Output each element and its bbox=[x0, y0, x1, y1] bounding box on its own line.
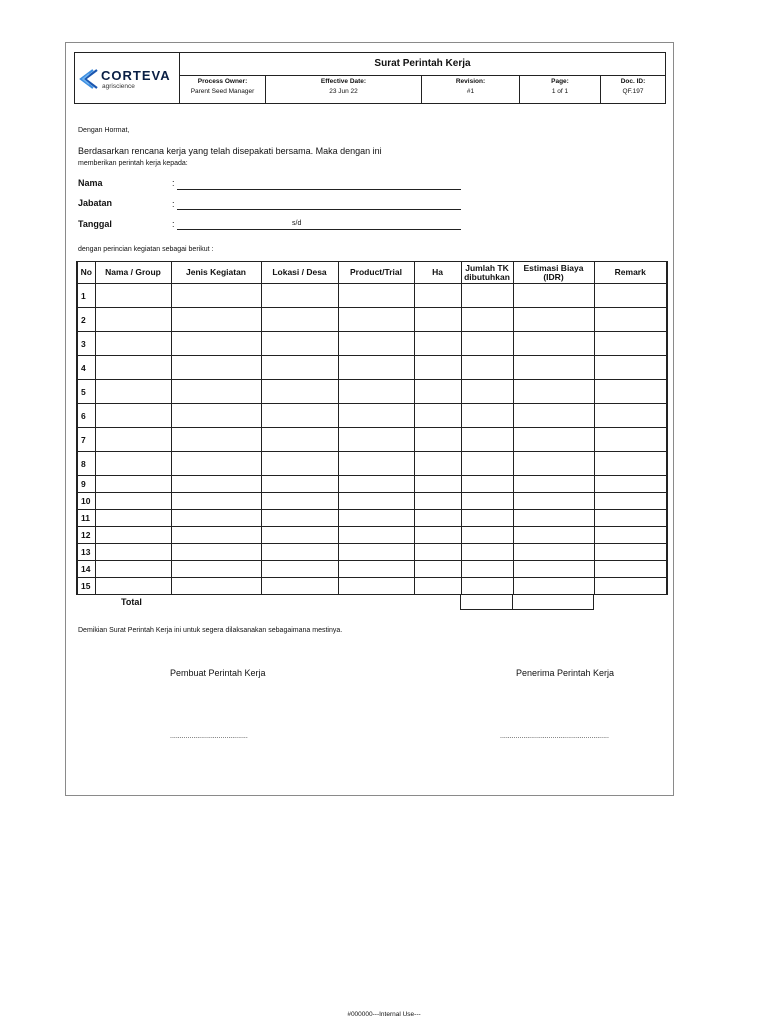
table-cell[interactable] bbox=[95, 527, 171, 544]
table-cell[interactable] bbox=[594, 510, 667, 527]
intro-line-2: memberikan perintah kerja kepada: bbox=[78, 160, 188, 167]
table-cell[interactable] bbox=[338, 544, 414, 561]
page-value: 1 of 1 bbox=[551, 88, 569, 95]
table-cell[interactable] bbox=[171, 380, 261, 404]
table-cell[interactable] bbox=[594, 493, 667, 510]
recipient-signature-line[interactable]: ........................................................ bbox=[500, 733, 609, 740]
table-row bbox=[77, 332, 667, 356]
table-cell[interactable] bbox=[414, 332, 461, 356]
table-cell[interactable] bbox=[461, 527, 513, 544]
row-number: 4 bbox=[77, 356, 95, 380]
table-row bbox=[77, 452, 667, 476]
table-header-row bbox=[77, 262, 667, 284]
table-cell[interactable] bbox=[461, 510, 513, 527]
table-cell[interactable] bbox=[461, 452, 513, 476]
table-cell[interactable] bbox=[414, 493, 461, 510]
table-cell[interactable] bbox=[338, 561, 414, 578]
revision-cell bbox=[422, 75, 520, 103]
table-cell[interactable] bbox=[261, 284, 338, 308]
nama-colon: : bbox=[172, 178, 175, 188]
table-cell[interactable] bbox=[513, 404, 594, 428]
table-cell[interactable] bbox=[95, 561, 171, 578]
table-cell[interactable] bbox=[594, 404, 667, 428]
table-cell[interactable] bbox=[338, 493, 414, 510]
table-cell[interactable] bbox=[594, 308, 667, 332]
page-label: Page: bbox=[551, 78, 569, 85]
document-header bbox=[74, 52, 666, 104]
table-cell[interactable] bbox=[171, 284, 261, 308]
logo-subtitle: agriscience bbox=[102, 83, 135, 90]
table-cell[interactable] bbox=[461, 404, 513, 428]
doc-id-cell bbox=[601, 75, 665, 103]
table-cell[interactable] bbox=[414, 452, 461, 476]
table-cell[interactable] bbox=[261, 510, 338, 527]
table-cell[interactable] bbox=[513, 561, 594, 578]
detail-intro: dengan perincian kegiatan sebagai berikut : bbox=[78, 246, 214, 253]
row-number: 5 bbox=[77, 380, 95, 404]
row-number: 15 bbox=[77, 578, 95, 595]
table-cell[interactable] bbox=[338, 380, 414, 404]
document-title: Surat Perintah Kerja bbox=[180, 53, 665, 76]
table-cell[interactable] bbox=[95, 510, 171, 527]
table-cell[interactable] bbox=[261, 493, 338, 510]
logo-wordmark: CORTEVA bbox=[101, 68, 171, 83]
table-cell[interactable] bbox=[461, 356, 513, 380]
table-cell[interactable] bbox=[461, 544, 513, 561]
table-cell[interactable] bbox=[594, 476, 667, 493]
table-cell[interactable] bbox=[261, 428, 338, 452]
table-cell[interactable] bbox=[414, 428, 461, 452]
doc-id-label: Doc. ID: bbox=[620, 78, 646, 85]
table-cell[interactable] bbox=[513, 380, 594, 404]
classification-footer: #000000---Internal Use--- bbox=[347, 1011, 421, 1018]
table-cell[interactable] bbox=[513, 476, 594, 493]
col-estimasi-biaya: Estimasi Biaya (IDR) bbox=[513, 262, 594, 284]
table-cell[interactable] bbox=[95, 578, 171, 595]
effective-date-label: Effective Date: bbox=[320, 78, 367, 85]
effective-date-cell bbox=[266, 75, 422, 103]
row-number: 14 bbox=[77, 561, 95, 578]
row-number: 6 bbox=[77, 404, 95, 428]
table-row bbox=[77, 493, 667, 510]
table-cell[interactable] bbox=[594, 284, 667, 308]
table-cell[interactable] bbox=[594, 332, 667, 356]
table-cell[interactable] bbox=[414, 510, 461, 527]
table-cell[interactable] bbox=[261, 476, 338, 493]
table-cell[interactable] bbox=[171, 510, 261, 527]
table-cell[interactable] bbox=[513, 544, 594, 561]
table-cell[interactable] bbox=[261, 544, 338, 561]
table-cell[interactable] bbox=[338, 284, 414, 308]
total-estimasi-biaya-cell[interactable] bbox=[512, 595, 594, 610]
intro-line-1: Berdasarkan rencana kerja yang telah disepakati bersama. Maka dengan ini bbox=[78, 146, 382, 156]
col-nama-group: Nama / Group bbox=[95, 262, 171, 284]
table-cell[interactable] bbox=[414, 380, 461, 404]
table-cell[interactable] bbox=[95, 452, 171, 476]
table-cell[interactable] bbox=[95, 428, 171, 452]
table-row bbox=[77, 380, 667, 404]
document-page bbox=[65, 42, 674, 796]
col-no: No bbox=[77, 262, 95, 284]
table-cell[interactable] bbox=[95, 476, 171, 493]
table-cell[interactable] bbox=[414, 404, 461, 428]
tanggal-label: Tanggal bbox=[78, 219, 112, 229]
table-cell[interactable] bbox=[513, 578, 594, 595]
table-cell[interactable] bbox=[171, 332, 261, 356]
col-ha: Ha bbox=[414, 262, 461, 284]
table-cell[interactable] bbox=[261, 452, 338, 476]
row-number: 2 bbox=[77, 308, 95, 332]
closing-statement: Demikian Surat Perintah Kerja ini untuk segera dilaksanakan sebagaimana mestinya. bbox=[78, 627, 343, 634]
table-row bbox=[77, 356, 667, 380]
table-cell[interactable] bbox=[261, 404, 338, 428]
company-logo bbox=[75, 53, 180, 103]
table-row bbox=[77, 404, 667, 428]
process-owner-label: Process Owner: bbox=[197, 78, 248, 85]
table-cell[interactable] bbox=[461, 493, 513, 510]
table-cell[interactable] bbox=[171, 578, 261, 595]
col-jumlah-tk: Jumlah TK dibutuhkan bbox=[461, 262, 513, 284]
table-row bbox=[77, 308, 667, 332]
table-cell[interactable] bbox=[414, 308, 461, 332]
col-product-trial: Product/Trial bbox=[338, 262, 414, 284]
jabatan-label: Jabatan bbox=[78, 198, 113, 208]
table-cell[interactable] bbox=[338, 510, 414, 527]
tanggal-colon: : bbox=[172, 219, 175, 229]
row-number: 1 bbox=[77, 284, 95, 308]
table-cell[interactable] bbox=[461, 578, 513, 595]
table-cell[interactable] bbox=[338, 356, 414, 380]
table-cell[interactable] bbox=[171, 308, 261, 332]
recipient-signature-label: Penerima Perintah Kerja bbox=[516, 668, 615, 678]
table-cell[interactable] bbox=[513, 510, 594, 527]
table-cell[interactable] bbox=[461, 428, 513, 452]
jabatan-colon: : bbox=[172, 199, 175, 209]
row-number: 11 bbox=[77, 510, 95, 527]
table-cell[interactable] bbox=[261, 561, 338, 578]
table-cell[interactable] bbox=[594, 578, 667, 595]
col-lokasi-desa: Lokasi / Desa bbox=[261, 262, 338, 284]
row-number: 10 bbox=[77, 493, 95, 510]
table-cell[interactable] bbox=[513, 308, 594, 332]
table-cell[interactable] bbox=[461, 308, 513, 332]
table-cell[interactable] bbox=[338, 476, 414, 493]
table-cell[interactable] bbox=[171, 356, 261, 380]
table-cell[interactable] bbox=[95, 356, 171, 380]
table-cell[interactable] bbox=[513, 332, 594, 356]
revision-label: Revision: bbox=[455, 78, 486, 85]
page-cell bbox=[520, 75, 601, 103]
row-number: 12 bbox=[77, 527, 95, 544]
table-cell[interactable] bbox=[171, 493, 261, 510]
table-row bbox=[77, 476, 667, 493]
table-cell[interactable] bbox=[461, 561, 513, 578]
table-cell[interactable] bbox=[338, 332, 414, 356]
table-cell[interactable] bbox=[338, 578, 414, 595]
table-cell[interactable] bbox=[513, 527, 594, 544]
table-cell[interactable] bbox=[171, 452, 261, 476]
table-cell[interactable] bbox=[171, 561, 261, 578]
row-number: 13 bbox=[77, 544, 95, 561]
issuer-signature-label: Pembuat Perintah Kerja bbox=[170, 668, 266, 678]
table-cell[interactable] bbox=[414, 284, 461, 308]
table-row bbox=[77, 578, 667, 595]
table-cell[interactable] bbox=[261, 578, 338, 595]
table-cell[interactable] bbox=[171, 527, 261, 544]
table-cell[interactable] bbox=[261, 527, 338, 544]
table-cell[interactable] bbox=[95, 493, 171, 510]
table-cell[interactable] bbox=[414, 527, 461, 544]
table-cell[interactable] bbox=[414, 578, 461, 595]
table-cell[interactable] bbox=[414, 561, 461, 578]
table-row bbox=[77, 510, 667, 527]
table-cell[interactable] bbox=[414, 544, 461, 561]
header-meta-row bbox=[180, 75, 665, 103]
activity-table bbox=[76, 261, 668, 595]
col-remark: Remark bbox=[594, 262, 667, 284]
table-cell[interactable] bbox=[95, 332, 171, 356]
table-cell[interactable] bbox=[513, 428, 594, 452]
table-cell[interactable] bbox=[338, 527, 414, 544]
revision-value: #1 bbox=[466, 88, 475, 95]
table-cell[interactable] bbox=[95, 308, 171, 332]
table-cell[interactable] bbox=[461, 332, 513, 356]
table-cell[interactable] bbox=[414, 476, 461, 493]
table-cell[interactable] bbox=[594, 356, 667, 380]
table-cell[interactable] bbox=[95, 284, 171, 308]
table-row bbox=[77, 527, 667, 544]
table-cell[interactable] bbox=[513, 284, 594, 308]
table-row bbox=[77, 561, 667, 578]
row-number: 3 bbox=[77, 332, 95, 356]
table-cell[interactable] bbox=[95, 544, 171, 561]
table-cell[interactable] bbox=[594, 561, 667, 578]
tanggal-range-separator: s/d bbox=[292, 220, 302, 227]
table-cell[interactable] bbox=[171, 428, 261, 452]
row-number: 8 bbox=[77, 452, 95, 476]
nama-label: Nama bbox=[78, 178, 103, 188]
table-row bbox=[77, 544, 667, 561]
table-row bbox=[77, 428, 667, 452]
row-number: 7 bbox=[77, 428, 95, 452]
total-jumlah-tk-cell[interactable] bbox=[460, 595, 513, 610]
table-cell[interactable] bbox=[261, 332, 338, 356]
table-row bbox=[77, 284, 667, 308]
table-cell[interactable] bbox=[95, 380, 171, 404]
doc-id-value: QF.197 bbox=[622, 88, 644, 95]
table-cell[interactable] bbox=[594, 544, 667, 561]
table-cell[interactable] bbox=[414, 356, 461, 380]
table-cell[interactable] bbox=[461, 380, 513, 404]
table-cell[interactable] bbox=[594, 428, 667, 452]
table-cell[interactable] bbox=[95, 404, 171, 428]
table-cell[interactable] bbox=[594, 452, 667, 476]
col-jenis-kegiatan: Jenis Kegiatan bbox=[171, 262, 261, 284]
greeting: Dengan Hormat, bbox=[78, 127, 130, 134]
table-cell[interactable] bbox=[513, 356, 594, 380]
table-cell[interactable] bbox=[338, 308, 414, 332]
effective-date-value: 23 Jun 22 bbox=[329, 88, 358, 95]
row-number: 9 bbox=[77, 476, 95, 493]
table-cell[interactable] bbox=[461, 284, 513, 308]
table-cell[interactable] bbox=[594, 380, 667, 404]
jabatan-input-line[interactable] bbox=[177, 209, 461, 210]
table-cell[interactable] bbox=[461, 476, 513, 493]
table-cell[interactable] bbox=[338, 428, 414, 452]
nama-input-line[interactable] bbox=[177, 189, 461, 190]
table-cell[interactable] bbox=[338, 452, 414, 476]
process-owner-value: Parent Seed Manager bbox=[190, 88, 255, 95]
table-cell[interactable] bbox=[261, 356, 338, 380]
table-cell[interactable] bbox=[261, 308, 338, 332]
table-cell[interactable] bbox=[171, 476, 261, 493]
total-label: Total bbox=[121, 597, 142, 607]
table-cell[interactable] bbox=[594, 527, 667, 544]
corteva-mark-icon bbox=[79, 68, 99, 90]
table-cell[interactable] bbox=[513, 452, 594, 476]
issuer-signature-line[interactable]: ........................................ bbox=[170, 733, 248, 740]
table-cell[interactable] bbox=[171, 404, 261, 428]
table-cell[interactable] bbox=[338, 404, 414, 428]
tanggal-input-line[interactable] bbox=[177, 229, 461, 230]
process-owner-cell bbox=[180, 75, 266, 103]
table-cell[interactable] bbox=[261, 380, 338, 404]
table-cell[interactable] bbox=[171, 544, 261, 561]
table-cell[interactable] bbox=[513, 493, 594, 510]
